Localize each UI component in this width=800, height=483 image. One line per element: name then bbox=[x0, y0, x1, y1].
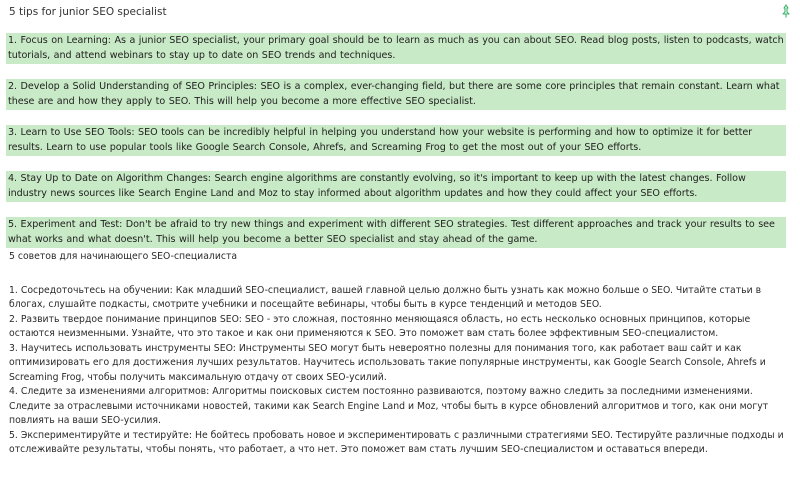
pin-icon[interactable] bbox=[780, 4, 792, 18]
tip-item: 3. Learn to Use SEO Tools: SEO tools can be incredibly helpful in helping you understand how your website is performing and how to optimize it for better results. Learn to use popular tools like Google Search Console, Ahrefs, and Screaming Frog to get the most out of your SEO efforts. bbox=[6, 125, 786, 156]
ru-tip-item: 3. Научитесь использовать инструменты SEO: Инструменты SEO могут быть невероятно полезны для понимания того, как работает ваш сайт и как оптимизировать его для достижения лучших результатов. Научитесь использовать такие популярные инструменты, как Google Search Console, Ahrefs и Screaming Frog, чтобы получить максимальную отдачу от своих SEO-усилий. bbox=[9, 342, 766, 383]
ru-tip-item: 2. Развить твердое понимание принципов SEO: SEO - это сложная, постоянно меняющаяся область, но есть несколько основных принципов, которые остаются неизменными. Узнайте, что это такое и как они применяются к SEO. Это поможет вам стать более эффективным SEO-специалистом. bbox=[9, 313, 751, 339]
tip-item: 2. Develop a Solid Understanding of SEO Principles: SEO is a complex, ever-changing field, but there are some core principles that remain constant. Learn what these are and how they apply to SEO. This will help you become a more effective SEO specialist. bbox=[6, 79, 786, 110]
tip-item: 5. Experiment and Test: Don't be afraid to try new things and experiment with different SEO strategies. Test different approaches and track your results to see what works and what doesn't. This will help you become a better SEO specialist and stay ahead of the game. bbox=[6, 217, 786, 248]
ru-tip-item: 1. Сосредоточьтесь на обучении: Как младший SEO-специалист, вашей главной целью должно быть узнать как можно больше о SEO. Читайте статьи в блогах, слушайте подкасты, смотрите учебники и посещайте вебинары, чтобы быть в курсе тенденций и методов SEO. bbox=[9, 284, 762, 310]
russian-tips bbox=[9, 250, 789, 458]
ru-tip-item: 4. Следите за изменениями алгоритмов: Алгоритмы поисковых систем постоянно развиваются, поэтому важно следить за последними изменениями. Следите за отраслевыми источниками новостей, такими как Search Engine Land и Moz, чтобы быть в курсе обновлений алгоритмов и того, как они могут повлиять на ваши SEO-усилия. bbox=[9, 386, 769, 426]
ru-tip-item: 5. Экспериментируйте и тестируйте: Не бойтесь пробовать новое и экспериментировать с различными стратегиями SEO. Тестируйте различные подходы и отслеживайте результаты, чтобы понять, что работает, а что нет. Это поможет вам стать лучшим SEO-специалистом и оставаться впереди. bbox=[9, 429, 784, 455]
tip-item: 4. Stay Up to Date on Algorithm Changes: Search engine algorithms are constantly evolving, so it's important to keep up with the latest changes. Follow industry news sources like Search Engine Land and Moz to stay informed about algorithm updates and how they could affect your SEO efforts. bbox=[6, 171, 786, 202]
tip-item: 1. Focus on Learning: As a junior SEO specialist, your primary goal should be to learn as much as you can about SEO. Read blog posts, listen to podcasts, watch tutorials, and attend webinars to stay up to date on SEO trends and techniques. bbox=[6, 33, 786, 64]
page-title: 5 tips for junior SEO specialist bbox=[9, 6, 167, 18]
russian-heading: 5 советов для начинающего SEO-специалиста bbox=[9, 251, 238, 262]
english-tips bbox=[6, 33, 786, 248]
